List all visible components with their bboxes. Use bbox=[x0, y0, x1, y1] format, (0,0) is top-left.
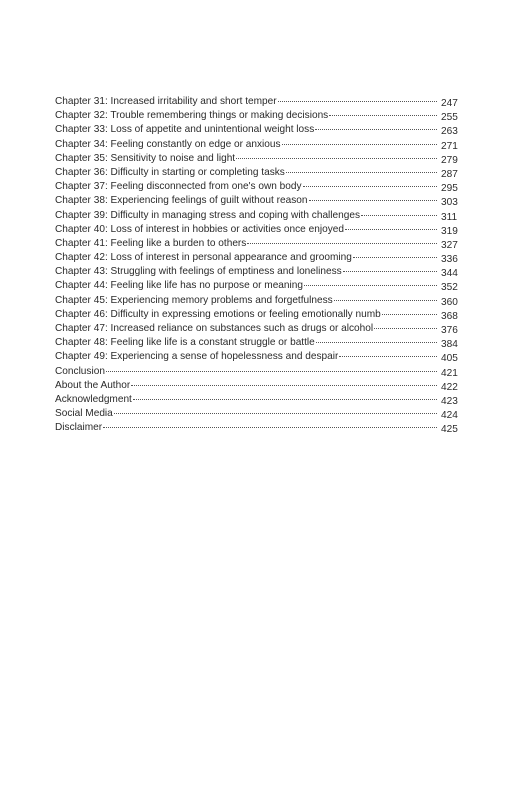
toc-entry-title: Chapter 48: Feeling like life is a constant struggle or battle bbox=[55, 337, 315, 349]
toc-entry[interactable] bbox=[55, 152, 465, 166]
toc-entry-page-number: 422 bbox=[441, 381, 458, 393]
toc-entry-title: Chapter 45: Experiencing memory problems and forgetfulness bbox=[55, 294, 333, 306]
dot-leader bbox=[304, 285, 437, 286]
dot-leader bbox=[374, 328, 437, 329]
toc-entry-title: Chapter 39: Difficulty in managing stress and coping with challenges bbox=[55, 209, 361, 221]
table-of-contents bbox=[55, 95, 465, 436]
toc-entry-title: Conclusion bbox=[55, 365, 105, 377]
dot-leader bbox=[316, 342, 437, 343]
toc-entry-title: Chapter 42: Loss of interest in personal appearance and grooming bbox=[55, 252, 352, 264]
toc-entry[interactable] bbox=[55, 279, 465, 293]
toc-entry[interactable] bbox=[55, 251, 465, 265]
dot-leader bbox=[236, 158, 437, 159]
toc-entry[interactable] bbox=[55, 421, 465, 435]
toc-entry-title: Acknowledgment bbox=[55, 393, 132, 405]
toc-entry-page-number: 368 bbox=[441, 310, 458, 322]
toc-entry-title: Chapter 31: Increased irritability and short temper bbox=[55, 96, 277, 107]
toc-entry-page-number: 376 bbox=[441, 325, 458, 336]
toc-entry-page-number: 279 bbox=[441, 154, 458, 166]
toc-entry[interactable] bbox=[55, 350, 465, 364]
dot-leader bbox=[103, 427, 437, 428]
toc-entry-title: Chapter 49: Experiencing a sense of hopelessness and despair bbox=[55, 351, 339, 363]
dot-leader bbox=[345, 229, 437, 230]
dot-leader bbox=[114, 413, 437, 414]
toc-entry[interactable] bbox=[55, 365, 465, 379]
toc-entry[interactable] bbox=[55, 393, 465, 407]
toc-entry-page-number: 263 bbox=[441, 126, 458, 138]
toc-entry-page-number: 405 bbox=[441, 353, 458, 365]
dot-leader bbox=[247, 243, 437, 244]
toc-entry-title: About the Author bbox=[55, 379, 131, 391]
toc-entry[interactable] bbox=[55, 322, 465, 336]
dot-leader bbox=[303, 186, 437, 187]
toc-entry-page-number: 344 bbox=[441, 268, 458, 280]
dot-leader bbox=[343, 271, 437, 272]
dot-leader bbox=[282, 144, 437, 145]
toc-entry-page-number: 336 bbox=[441, 254, 458, 266]
dot-leader bbox=[329, 115, 437, 116]
toc-entry[interactable] bbox=[55, 308, 465, 322]
dot-leader bbox=[334, 300, 437, 301]
toc-entry[interactable] bbox=[55, 95, 465, 109]
toc-entry-title: Chapter 32: Trouble remembering things or making decisions bbox=[55, 110, 329, 122]
toc-entry-page-number: 352 bbox=[441, 282, 458, 294]
toc-entry-page-number: 255 bbox=[441, 112, 458, 124]
toc-entry-title: Chapter 46: Difficulty in expressing emotions or feeling emotionally numb bbox=[55, 308, 381, 320]
toc-entry-title: Chapter 36: Difficulty in starting or completing tasks bbox=[55, 166, 285, 178]
toc-entry-page-number: 319 bbox=[441, 225, 458, 237]
dot-leader bbox=[286, 172, 437, 173]
toc-entry-title: Chapter 40: Loss of interest in hobbies or activities once enjoyed bbox=[55, 223, 344, 235]
dot-leader bbox=[131, 385, 437, 386]
toc-entry-title: Chapter 38: Experiencing feelings of guilt without reason bbox=[55, 195, 308, 207]
toc-entry-title: Chapter 33: Loss of appetite and unintentional weight loss bbox=[55, 124, 315, 136]
toc-entry[interactable] bbox=[55, 166, 465, 180]
toc-entry[interactable] bbox=[55, 123, 465, 137]
toc-entry[interactable] bbox=[55, 109, 465, 123]
toc-entry[interactable] bbox=[55, 379, 465, 393]
toc-entry-page-number: 303 bbox=[441, 197, 458, 209]
toc-entry-title: Chapter 34: Feeling constantly on edge or anxious bbox=[55, 138, 281, 150]
toc-entry-title: Chapter 37: Feeling disconnected from one's own body bbox=[55, 181, 302, 193]
toc-entry-title: Social Media bbox=[55, 408, 113, 420]
toc-entry[interactable] bbox=[55, 180, 465, 194]
toc-entry-title: Chapter 35: Sensitivity to noise and light bbox=[55, 152, 236, 164]
toc-entry[interactable] bbox=[55, 294, 465, 308]
toc-entry-title: Chapter 43: Struggling with feelings of emptiness and loneliness bbox=[55, 266, 342, 278]
toc-entry-title: Chapter 47: Increased reliance on substances such as drugs or alcohol bbox=[55, 323, 374, 334]
toc-entry-page-number: 360 bbox=[441, 296, 458, 308]
toc-entry-page-number: 311 bbox=[441, 211, 458, 223]
toc-entry-page-number: 327 bbox=[441, 239, 458, 251]
dot-leader bbox=[106, 371, 437, 372]
toc-entry[interactable] bbox=[55, 194, 465, 208]
toc-entry-title: Chapter 41: Feeling like a burden to others bbox=[55, 237, 247, 249]
toc-entry-page-number: 247 bbox=[441, 98, 458, 109]
toc-entry[interactable] bbox=[55, 336, 465, 350]
dot-leader bbox=[382, 314, 437, 315]
toc-entry-page-number: 425 bbox=[441, 424, 458, 436]
toc-entry-page-number: 271 bbox=[441, 140, 458, 152]
dot-leader bbox=[353, 257, 437, 258]
dot-leader bbox=[315, 129, 437, 130]
toc-entry-page-number: 384 bbox=[441, 339, 458, 351]
toc-entry[interactable] bbox=[55, 237, 465, 251]
dot-leader bbox=[339, 356, 437, 357]
toc-entry[interactable] bbox=[55, 138, 465, 152]
dot-leader bbox=[361, 215, 437, 216]
dot-leader bbox=[309, 200, 438, 201]
toc-entry-title: Chapter 44: Feeling like life has no purpose or meaning bbox=[55, 280, 304, 292]
toc-entry[interactable] bbox=[55, 223, 465, 237]
toc-entry-page-number: 423 bbox=[441, 395, 458, 407]
toc-entry[interactable] bbox=[55, 209, 465, 223]
toc-entry[interactable] bbox=[55, 407, 465, 421]
toc-entry-page-number: 295 bbox=[441, 183, 458, 195]
dot-leader bbox=[278, 101, 437, 102]
toc-entry-page-number: 421 bbox=[441, 367, 458, 379]
toc-entry-title: Disclaimer bbox=[55, 422, 103, 434]
dot-leader bbox=[133, 399, 437, 400]
toc-entry[interactable] bbox=[55, 265, 465, 279]
toc-entry-page-number: 287 bbox=[441, 168, 458, 180]
toc-entry-page-number: 424 bbox=[441, 410, 458, 422]
